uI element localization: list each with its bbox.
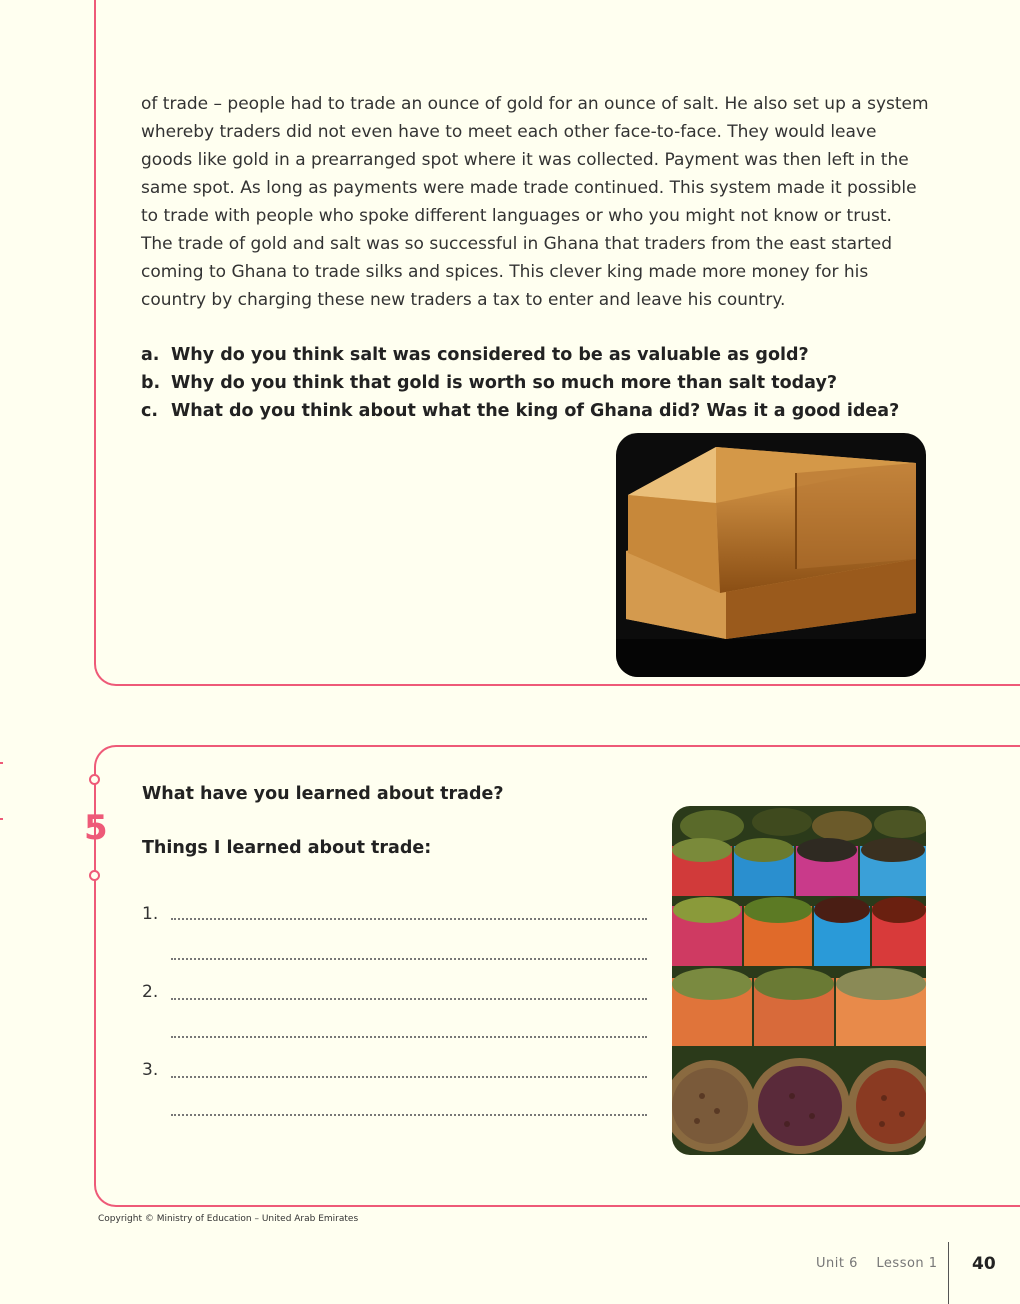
question-item xyxy=(141,341,971,369)
margin-tick xyxy=(0,818,3,820)
paragraph-line: to trade with people who spoke different languages or who you might not know or trust. xyxy=(141,206,892,226)
answer-line[interactable] xyxy=(171,1114,647,1116)
copyright-notice: Copyright © Ministry of Education – United Arab Emirates xyxy=(98,1214,359,1224)
section-number: 5 xyxy=(84,808,108,848)
question-item xyxy=(141,397,971,425)
answer-line[interactable] xyxy=(171,918,647,920)
answer-number: 1. xyxy=(142,904,159,924)
answer-number: 3. xyxy=(142,1060,159,1080)
paragraph-line: country by charging these new traders a tax to enter and leave his country. xyxy=(141,290,786,310)
paragraph-line: coming to Ghana to trade silks and spices. This clever king made more money for his xyxy=(141,262,869,282)
question-list xyxy=(141,341,971,425)
border-dot xyxy=(89,870,100,881)
paragraph-line: goods like gold in a prearranged spot where it was collected. Payment was then left in the xyxy=(141,150,909,170)
unit-label: Unit 6 xyxy=(816,1256,858,1271)
paragraph-line: of trade – people had to trade an ounce of gold for an ounce of salt. He also set up a system xyxy=(141,94,929,114)
question-label: a. xyxy=(141,345,160,365)
lesson-label: Lesson 1 xyxy=(876,1256,938,1271)
question-label: c. xyxy=(141,401,159,421)
section-heading: What have you learned about trade? xyxy=(142,784,504,804)
question-text: What do you think about what the king of Ghana did? Was it a good idea? xyxy=(171,401,900,421)
section-subheading: Things I learned about trade: xyxy=(142,838,432,858)
answer-line[interactable] xyxy=(171,1076,647,1078)
question-text: Why do you think that gold is worth so much more than salt today? xyxy=(171,373,838,393)
paragraph-line: whereby traders did not even have to meet each other face-to-face. They would leave xyxy=(141,122,877,142)
answer-line[interactable] xyxy=(171,958,647,960)
answer-line[interactable] xyxy=(171,998,647,1000)
paragraph-line: same spot. As long as payments were made trade continued. This system made it possible xyxy=(141,178,917,198)
reading-paragraph xyxy=(141,90,971,314)
question-label: b. xyxy=(141,373,161,393)
border-dot xyxy=(89,774,100,785)
gold-bars-photo xyxy=(616,433,926,677)
page-number: 40 xyxy=(972,1254,996,1274)
margin-tick xyxy=(0,762,3,764)
question-item xyxy=(141,369,971,397)
footer-divider xyxy=(948,1242,949,1304)
paragraph-line: The trade of gold and salt was so successful in Ghana that traders from the east started xyxy=(141,234,893,254)
answer-number: 2. xyxy=(142,982,159,1002)
question-text: Why do you think salt was considered to be as valuable as gold? xyxy=(171,345,809,365)
unit-lesson-label xyxy=(816,1256,938,1271)
spice-market-photo xyxy=(672,806,926,1155)
answer-line[interactable] xyxy=(171,1036,647,1038)
